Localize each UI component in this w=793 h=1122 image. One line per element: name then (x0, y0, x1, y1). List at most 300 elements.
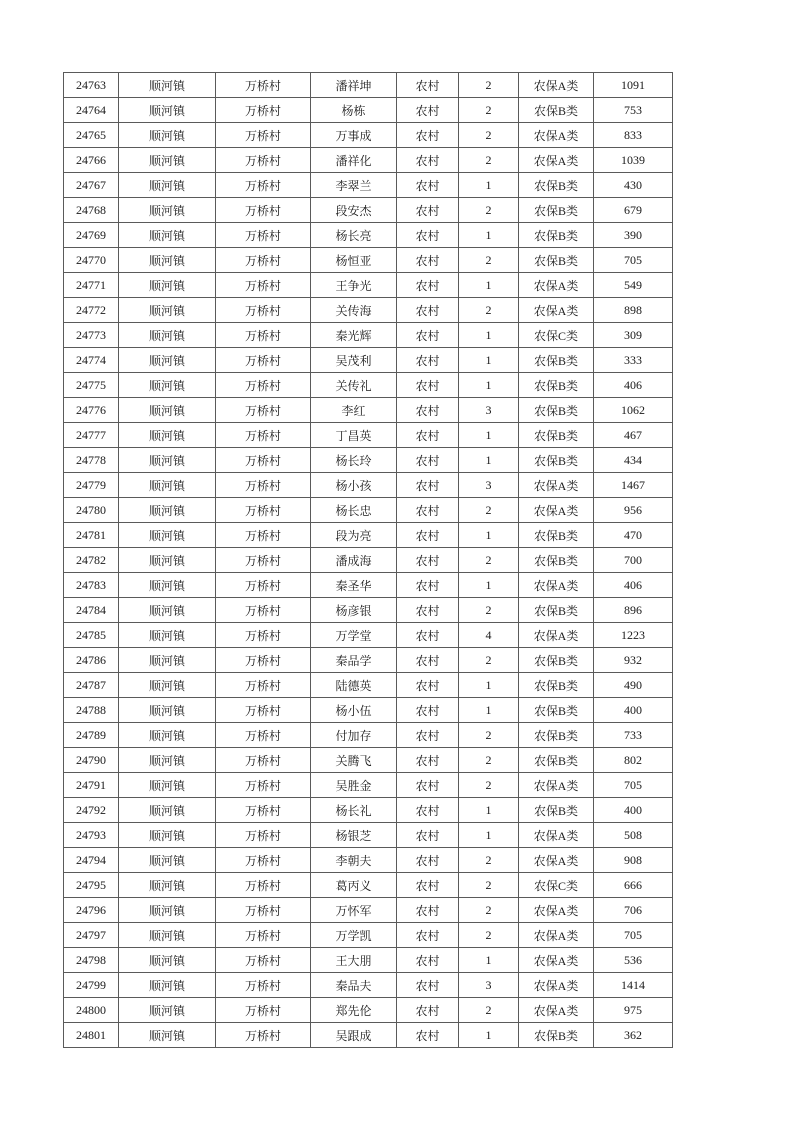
cell-name: 郑先伦 (311, 998, 397, 1023)
cell-village: 万桥村 (216, 698, 311, 723)
cell-town: 顺河镇 (119, 198, 216, 223)
cell-category: 农保A类 (519, 148, 594, 173)
cell-amount: 908 (594, 848, 673, 873)
cell-town: 顺河镇 (119, 598, 216, 623)
cell-name: 秦光辉 (311, 323, 397, 348)
table-row (64, 873, 673, 898)
cell-persons: 2 (459, 848, 519, 873)
cell-amount: 932 (594, 648, 673, 673)
cell-category: 农保B类 (519, 198, 594, 223)
table-row (64, 548, 673, 573)
table-row (64, 623, 673, 648)
cell-persons: 2 (459, 648, 519, 673)
cell-id: 24793 (64, 823, 119, 848)
table-row (64, 948, 673, 973)
cell-amount: 490 (594, 673, 673, 698)
cell-persons: 1 (459, 1023, 519, 1048)
cell-category: 农保A类 (519, 73, 594, 98)
cell-category: 农保A类 (519, 473, 594, 498)
cell-residence: 农村 (397, 348, 459, 373)
cell-persons: 3 (459, 473, 519, 498)
cell-category: 农保B类 (519, 648, 594, 673)
cell-name: 王大朋 (311, 948, 397, 973)
cell-id: 24791 (64, 773, 119, 798)
cell-id: 24789 (64, 723, 119, 748)
cell-residence: 农村 (397, 98, 459, 123)
table-row (64, 98, 673, 123)
table-row (64, 848, 673, 873)
table-row (64, 348, 673, 373)
cell-village: 万桥村 (216, 723, 311, 748)
cell-id: 24779 (64, 473, 119, 498)
cell-amount: 666 (594, 873, 673, 898)
cell-name: 潘祥坤 (311, 73, 397, 98)
cell-amount: 833 (594, 123, 673, 148)
cell-name: 杨银芝 (311, 823, 397, 848)
cell-name: 段为亮 (311, 523, 397, 548)
cell-persons: 2 (459, 498, 519, 523)
cell-village: 万桥村 (216, 873, 311, 898)
cell-town: 顺河镇 (119, 898, 216, 923)
cell-amount: 362 (594, 1023, 673, 1048)
cell-town: 顺河镇 (119, 473, 216, 498)
table-row (64, 473, 673, 498)
cell-id: 24764 (64, 98, 119, 123)
cell-village: 万桥村 (216, 448, 311, 473)
cell-town: 顺河镇 (119, 148, 216, 173)
cell-village: 万桥村 (216, 748, 311, 773)
cell-residence: 农村 (397, 423, 459, 448)
cell-residence: 农村 (397, 248, 459, 273)
table-row (64, 773, 673, 798)
cell-persons: 1 (459, 673, 519, 698)
cell-amount: 309 (594, 323, 673, 348)
cell-id: 24799 (64, 973, 119, 998)
cell-residence: 农村 (397, 673, 459, 698)
cell-village: 万桥村 (216, 898, 311, 923)
cell-name: 万怀军 (311, 898, 397, 923)
cell-name: 关传礼 (311, 373, 397, 398)
cell-id: 24776 (64, 398, 119, 423)
cell-name: 万学堂 (311, 623, 397, 648)
cell-town: 顺河镇 (119, 173, 216, 198)
cell-town: 顺河镇 (119, 223, 216, 248)
cell-village: 万桥村 (216, 598, 311, 623)
cell-amount: 406 (594, 573, 673, 598)
cell-persons: 3 (459, 973, 519, 998)
cell-residence: 农村 (397, 373, 459, 398)
cell-category: 农保B类 (519, 523, 594, 548)
cell-name: 杨栋 (311, 98, 397, 123)
cell-name: 王争光 (311, 273, 397, 298)
cell-village: 万桥村 (216, 423, 311, 448)
cell-persons: 2 (459, 548, 519, 573)
cell-residence: 农村 (397, 948, 459, 973)
cell-village: 万桥村 (216, 323, 311, 348)
cell-town: 顺河镇 (119, 273, 216, 298)
cell-persons: 2 (459, 248, 519, 273)
cell-town: 顺河镇 (119, 348, 216, 373)
cell-amount: 956 (594, 498, 673, 523)
cell-town: 顺河镇 (119, 73, 216, 98)
cell-amount: 549 (594, 273, 673, 298)
cell-id: 24785 (64, 623, 119, 648)
cell-town: 顺河镇 (119, 398, 216, 423)
cell-name: 秦圣华 (311, 573, 397, 598)
cell-category: 农保B类 (519, 98, 594, 123)
cell-amount: 802 (594, 748, 673, 773)
cell-village: 万桥村 (216, 98, 311, 123)
cell-persons: 2 (459, 298, 519, 323)
cell-town: 顺河镇 (119, 298, 216, 323)
cell-id: 24765 (64, 123, 119, 148)
cell-town: 顺河镇 (119, 123, 216, 148)
cell-town: 顺河镇 (119, 998, 216, 1023)
table-row (64, 523, 673, 548)
cell-persons: 1 (459, 173, 519, 198)
cell-category: 农保A类 (519, 923, 594, 948)
cell-id: 24796 (64, 898, 119, 923)
cell-amount: 753 (594, 98, 673, 123)
cell-village: 万桥村 (216, 773, 311, 798)
table-row (64, 398, 673, 423)
cell-amount: 896 (594, 598, 673, 623)
cell-name: 潘成海 (311, 548, 397, 573)
cell-category: 农保A类 (519, 948, 594, 973)
cell-residence: 农村 (397, 223, 459, 248)
cell-category: 农保B类 (519, 373, 594, 398)
cell-residence: 农村 (397, 698, 459, 723)
cell-name: 陆德英 (311, 673, 397, 698)
table-row (64, 823, 673, 848)
cell-residence: 农村 (397, 723, 459, 748)
table-row (64, 698, 673, 723)
table-row (64, 898, 673, 923)
table-row (64, 173, 673, 198)
cell-id: 24780 (64, 498, 119, 523)
cell-category: 农保B类 (519, 1023, 594, 1048)
cell-town: 顺河镇 (119, 823, 216, 848)
cell-name: 关传海 (311, 298, 397, 323)
cell-town: 顺河镇 (119, 923, 216, 948)
cell-village: 万桥村 (216, 198, 311, 223)
cell-residence: 农村 (397, 323, 459, 348)
cell-persons: 2 (459, 73, 519, 98)
cell-id: 24775 (64, 373, 119, 398)
cell-amount: 700 (594, 548, 673, 573)
cell-town: 顺河镇 (119, 373, 216, 398)
table-row (64, 223, 673, 248)
cell-amount: 400 (594, 798, 673, 823)
cell-persons: 1 (459, 348, 519, 373)
table-row (64, 923, 673, 948)
cell-residence: 农村 (397, 873, 459, 898)
cell-id: 24769 (64, 223, 119, 248)
resident-subsidy-table (63, 72, 673, 1048)
cell-amount: 705 (594, 773, 673, 798)
cell-name: 杨长玲 (311, 448, 397, 473)
cell-village: 万桥村 (216, 548, 311, 573)
cell-name: 吴跟成 (311, 1023, 397, 1048)
cell-category: 农保B类 (519, 673, 594, 698)
cell-id: 24778 (64, 448, 119, 473)
table-row (64, 648, 673, 673)
table-row (64, 423, 673, 448)
cell-amount: 1039 (594, 148, 673, 173)
cell-amount: 1062 (594, 398, 673, 423)
cell-name: 秦品夫 (311, 973, 397, 998)
cell-amount: 1467 (594, 473, 673, 498)
cell-name: 杨小孩 (311, 473, 397, 498)
cell-residence: 农村 (397, 748, 459, 773)
cell-id: 24794 (64, 848, 119, 873)
cell-amount: 333 (594, 348, 673, 373)
cell-village: 万桥村 (216, 648, 311, 673)
cell-amount: 536 (594, 948, 673, 973)
cell-category: 农保A类 (519, 973, 594, 998)
cell-category: 农保A类 (519, 998, 594, 1023)
cell-town: 顺河镇 (119, 748, 216, 773)
cell-persons: 1 (459, 573, 519, 598)
cell-town: 顺河镇 (119, 973, 216, 998)
table-row (64, 798, 673, 823)
cell-residence: 农村 (397, 473, 459, 498)
cell-persons: 2 (459, 923, 519, 948)
cell-category: 农保B类 (519, 448, 594, 473)
cell-residence: 农村 (397, 148, 459, 173)
cell-id: 24781 (64, 523, 119, 548)
cell-id: 24782 (64, 548, 119, 573)
cell-village: 万桥村 (216, 173, 311, 198)
table-row (64, 748, 673, 773)
cell-id: 24788 (64, 698, 119, 723)
cell-persons: 2 (459, 773, 519, 798)
cell-village: 万桥村 (216, 823, 311, 848)
cell-category: 农保B类 (519, 598, 594, 623)
cell-amount: 406 (594, 373, 673, 398)
cell-village: 万桥村 (216, 73, 311, 98)
cell-town: 顺河镇 (119, 723, 216, 748)
cell-category: 农保B类 (519, 398, 594, 423)
cell-name: 杨长礼 (311, 798, 397, 823)
cell-village: 万桥村 (216, 1023, 311, 1048)
cell-town: 顺河镇 (119, 648, 216, 673)
cell-residence: 农村 (397, 523, 459, 548)
cell-category: 农保B类 (519, 223, 594, 248)
cell-residence: 农村 (397, 973, 459, 998)
cell-residence: 农村 (397, 1023, 459, 1048)
cell-name: 葛丙义 (311, 873, 397, 898)
cell-persons: 2 (459, 123, 519, 148)
cell-id: 24800 (64, 998, 119, 1023)
cell-residence: 农村 (397, 73, 459, 98)
cell-residence: 农村 (397, 123, 459, 148)
cell-village: 万桥村 (216, 373, 311, 398)
cell-category: 农保B类 (519, 698, 594, 723)
cell-village: 万桥村 (216, 348, 311, 373)
cell-persons: 1 (459, 523, 519, 548)
cell-category: 农保A类 (519, 498, 594, 523)
cell-category: 农保B类 (519, 548, 594, 573)
cell-residence: 农村 (397, 498, 459, 523)
cell-persons: 1 (459, 273, 519, 298)
table-row (64, 598, 673, 623)
cell-amount: 733 (594, 723, 673, 748)
cell-id: 24795 (64, 873, 119, 898)
cell-persons: 1 (459, 798, 519, 823)
cell-town: 顺河镇 (119, 423, 216, 448)
cell-town: 顺河镇 (119, 98, 216, 123)
cell-amount: 508 (594, 823, 673, 848)
cell-id: 24801 (64, 1023, 119, 1048)
cell-name: 万事成 (311, 123, 397, 148)
table-row (64, 298, 673, 323)
table-row (64, 373, 673, 398)
cell-village: 万桥村 (216, 223, 311, 248)
cell-residence: 农村 (397, 648, 459, 673)
cell-name: 吴胜金 (311, 773, 397, 798)
table-row (64, 73, 673, 98)
cell-category: 农保C类 (519, 323, 594, 348)
cell-persons: 1 (459, 373, 519, 398)
cell-name: 杨恒亚 (311, 248, 397, 273)
cell-name: 杨长忠 (311, 498, 397, 523)
table-body (64, 73, 673, 1048)
cell-id: 24766 (64, 148, 119, 173)
cell-town: 顺河镇 (119, 773, 216, 798)
cell-id: 24786 (64, 648, 119, 673)
cell-amount: 1091 (594, 73, 673, 98)
cell-persons: 2 (459, 198, 519, 223)
cell-village: 万桥村 (216, 923, 311, 948)
cell-village: 万桥村 (216, 948, 311, 973)
cell-residence: 农村 (397, 273, 459, 298)
table-row (64, 573, 673, 598)
cell-category: 农保B类 (519, 748, 594, 773)
cell-amount: 470 (594, 523, 673, 548)
cell-town: 顺河镇 (119, 873, 216, 898)
cell-amount: 1414 (594, 973, 673, 998)
cell-category: 农保C类 (519, 873, 594, 898)
cell-persons: 1 (459, 423, 519, 448)
table-row (64, 448, 673, 473)
cell-persons: 2 (459, 998, 519, 1023)
cell-town: 顺河镇 (119, 548, 216, 573)
cell-name: 付加存 (311, 723, 397, 748)
cell-residence: 农村 (397, 598, 459, 623)
cell-name: 杨彦银 (311, 598, 397, 623)
cell-name: 杨长亮 (311, 223, 397, 248)
cell-persons: 2 (459, 723, 519, 748)
cell-village: 万桥村 (216, 673, 311, 698)
cell-amount: 467 (594, 423, 673, 448)
cell-name: 吴茂利 (311, 348, 397, 373)
cell-village: 万桥村 (216, 848, 311, 873)
cell-persons: 2 (459, 598, 519, 623)
table-row (64, 198, 673, 223)
table-row (64, 673, 673, 698)
cell-amount: 975 (594, 998, 673, 1023)
cell-village: 万桥村 (216, 498, 311, 523)
cell-persons: 3 (459, 398, 519, 423)
cell-town: 顺河镇 (119, 248, 216, 273)
cell-town: 顺河镇 (119, 448, 216, 473)
cell-residence: 农村 (397, 848, 459, 873)
cell-persons: 1 (459, 223, 519, 248)
cell-id: 24768 (64, 198, 119, 223)
cell-id: 24777 (64, 423, 119, 448)
cell-name: 李红 (311, 398, 397, 423)
cell-category: 农保A类 (519, 898, 594, 923)
cell-village: 万桥村 (216, 398, 311, 423)
cell-persons: 2 (459, 148, 519, 173)
cell-village: 万桥村 (216, 973, 311, 998)
cell-name: 段安杰 (311, 198, 397, 223)
cell-village: 万桥村 (216, 798, 311, 823)
cell-amount: 1223 (594, 623, 673, 648)
cell-persons: 1 (459, 448, 519, 473)
cell-town: 顺河镇 (119, 948, 216, 973)
cell-amount: 706 (594, 898, 673, 923)
cell-name: 关腾飞 (311, 748, 397, 773)
cell-persons: 2 (459, 98, 519, 123)
cell-category: 农保B类 (519, 173, 594, 198)
cell-persons: 1 (459, 698, 519, 723)
cell-town: 顺河镇 (119, 623, 216, 648)
cell-persons: 2 (459, 748, 519, 773)
cell-residence: 农村 (397, 298, 459, 323)
table-row (64, 723, 673, 748)
cell-town: 顺河镇 (119, 798, 216, 823)
cell-id: 24763 (64, 73, 119, 98)
cell-village: 万桥村 (216, 298, 311, 323)
cell-name: 李朝夫 (311, 848, 397, 873)
cell-id: 24774 (64, 348, 119, 373)
cell-category: 农保A类 (519, 123, 594, 148)
cell-residence: 农村 (397, 548, 459, 573)
cell-town: 顺河镇 (119, 573, 216, 598)
cell-village: 万桥村 (216, 573, 311, 598)
cell-residence: 农村 (397, 623, 459, 648)
cell-town: 顺河镇 (119, 523, 216, 548)
cell-village: 万桥村 (216, 148, 311, 173)
cell-name: 秦品学 (311, 648, 397, 673)
cell-id: 24783 (64, 573, 119, 598)
cell-category: 农保B类 (519, 348, 594, 373)
cell-town: 顺河镇 (119, 498, 216, 523)
cell-persons: 4 (459, 623, 519, 648)
table-row (64, 323, 673, 348)
cell-persons: 1 (459, 948, 519, 973)
cell-id: 24797 (64, 923, 119, 948)
cell-category: 农保A类 (519, 773, 594, 798)
cell-village: 万桥村 (216, 248, 311, 273)
cell-category: 农保A类 (519, 848, 594, 873)
cell-id: 24767 (64, 173, 119, 198)
cell-persons: 2 (459, 898, 519, 923)
cell-persons: 2 (459, 873, 519, 898)
cell-residence: 农村 (397, 898, 459, 923)
cell-persons: 1 (459, 323, 519, 348)
cell-amount: 705 (594, 248, 673, 273)
cell-residence: 农村 (397, 923, 459, 948)
cell-amount: 898 (594, 298, 673, 323)
cell-id: 24773 (64, 323, 119, 348)
cell-village: 万桥村 (216, 473, 311, 498)
cell-name: 杨小伍 (311, 698, 397, 723)
cell-name: 潘祥化 (311, 148, 397, 173)
cell-residence: 农村 (397, 173, 459, 198)
